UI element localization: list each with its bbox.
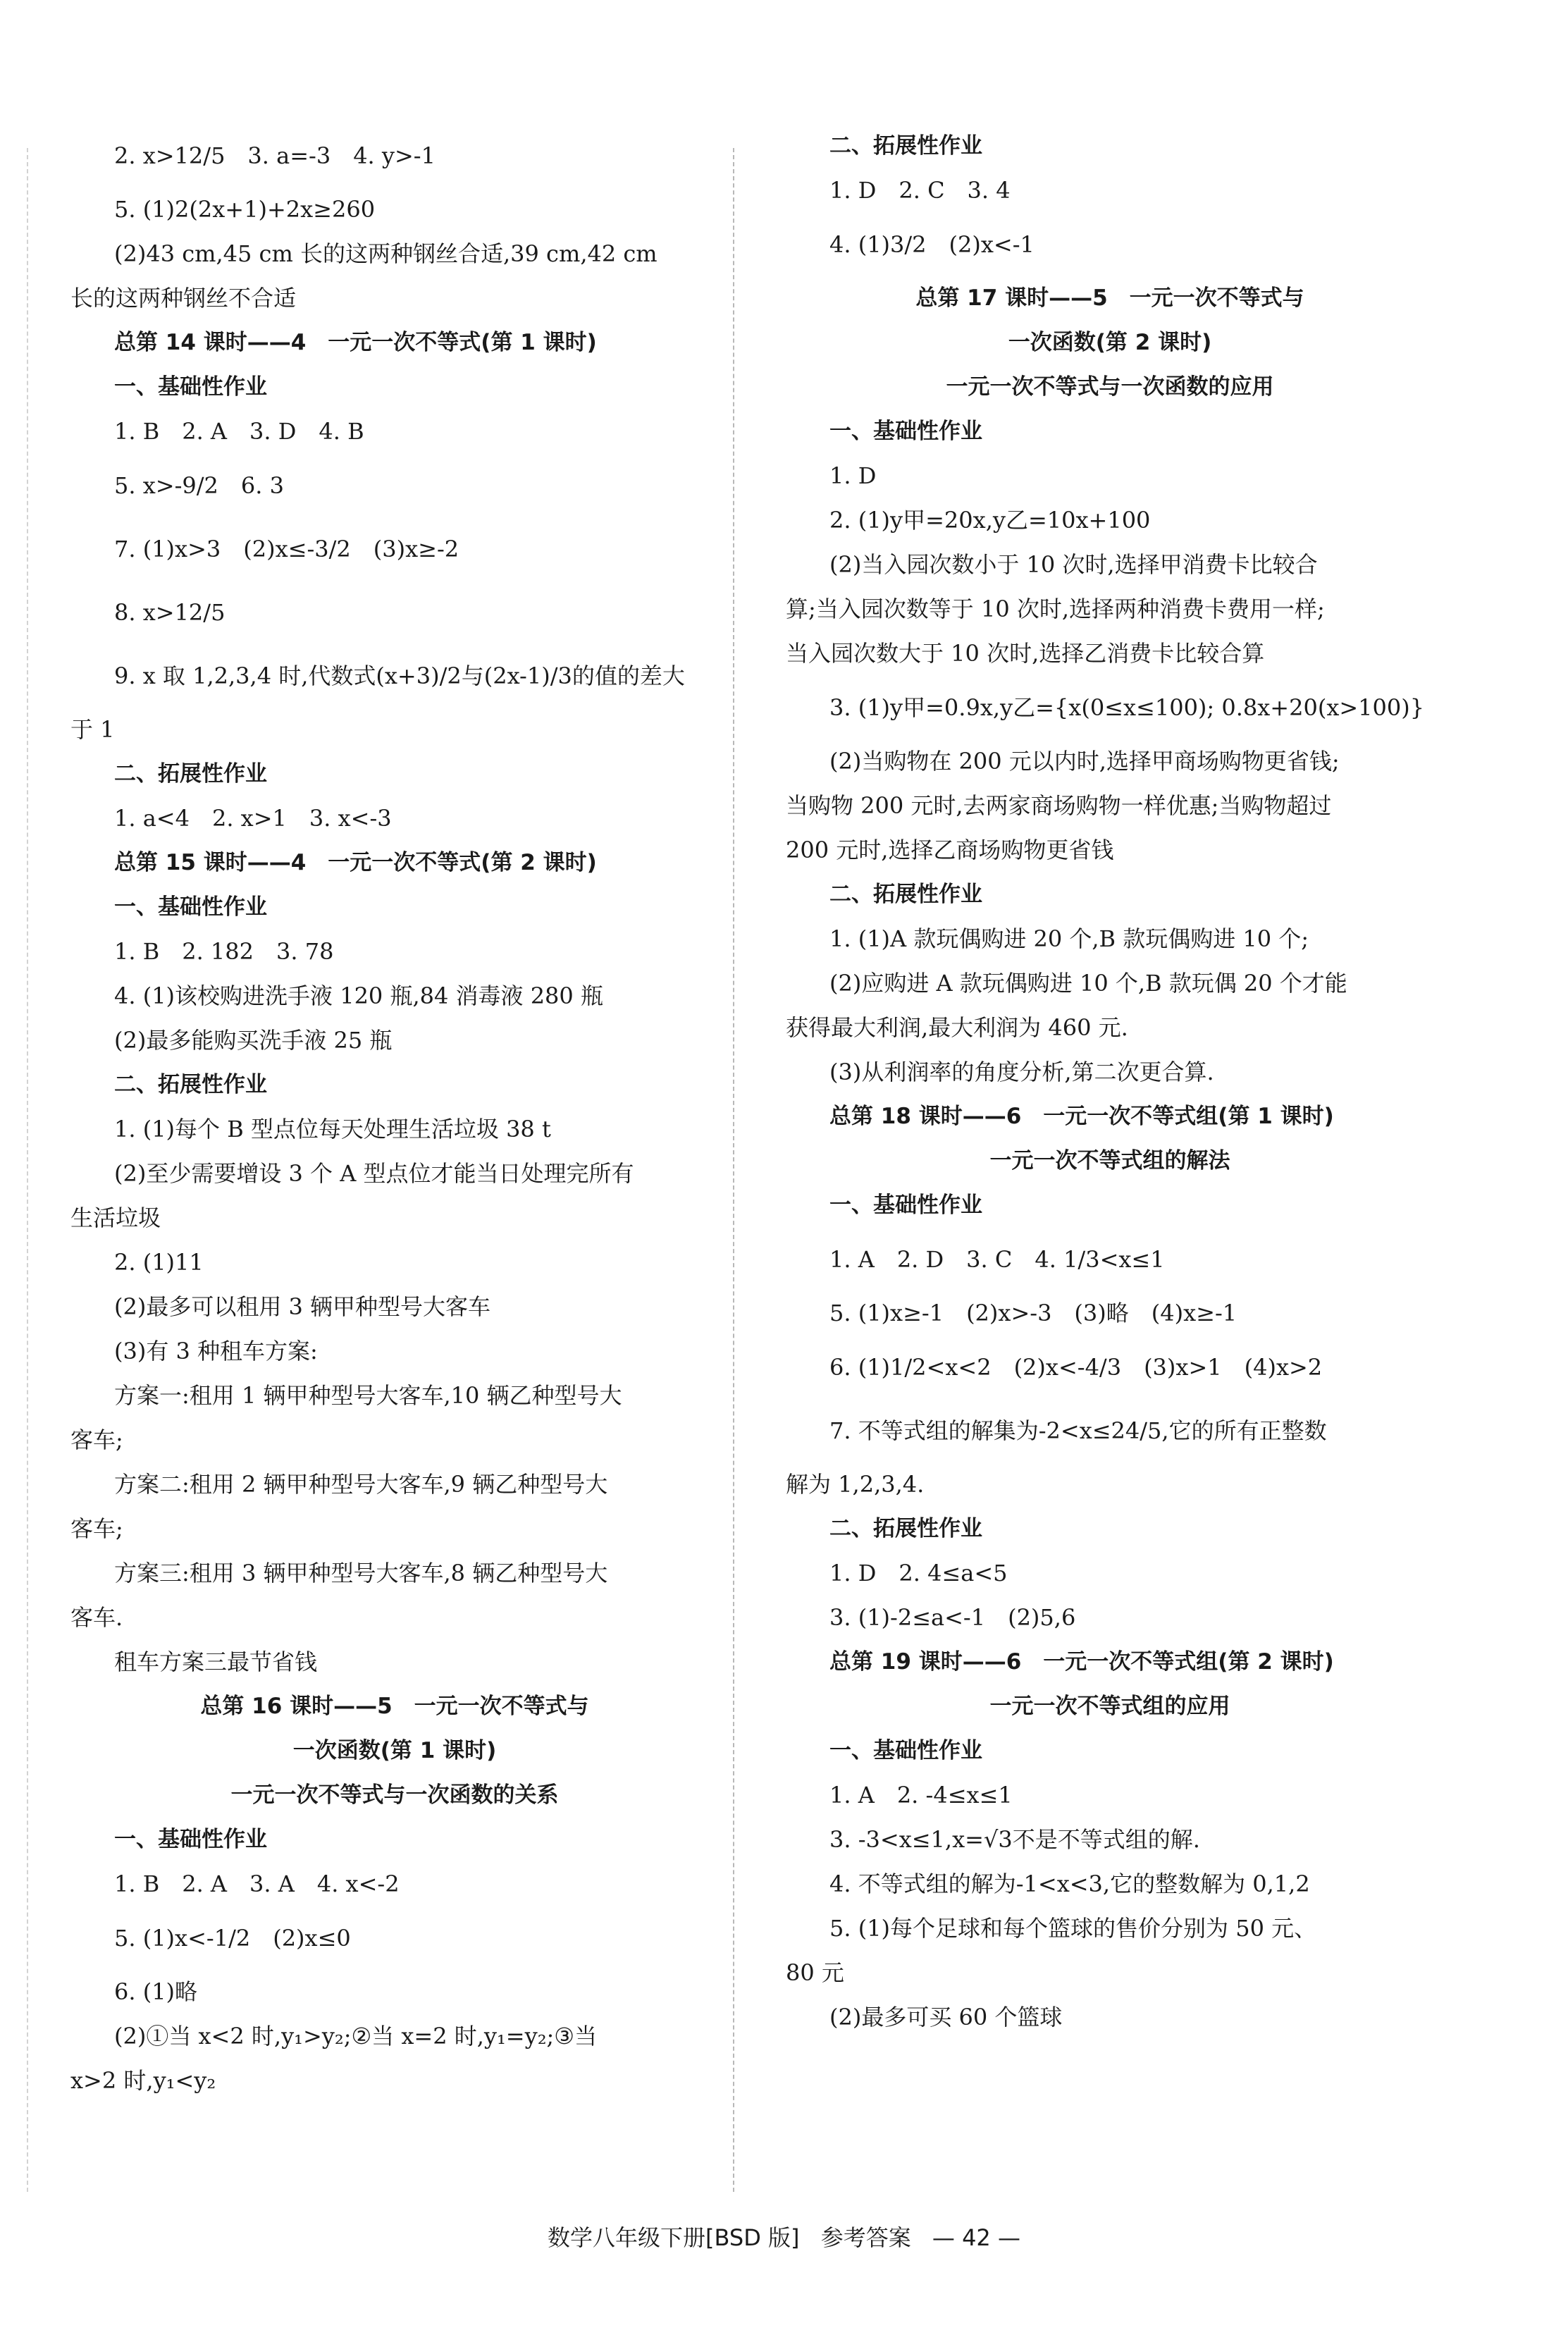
answer-line: 2. (1)11 xyxy=(114,1249,204,1276)
section-heading: 二、拓展性作业 xyxy=(114,761,267,787)
answer-line: 1. A 2. -4≤x≤1 xyxy=(829,1782,1013,1808)
answer-line: (2)最多可以租用 3 辆甲种型号大客车 xyxy=(114,1293,491,1320)
answer-line: 客车; xyxy=(70,1426,123,1453)
answer-line: 1. B 2. 182 3. 78 xyxy=(114,938,334,965)
answer-line: (2)①当 x<2 时,y₁>y₂;②当 x=2 时,y₁=y₂;③当 xyxy=(114,2023,597,2050)
answer-line: 1. B 2. A 3. A 4. x<-2 xyxy=(114,1870,400,1897)
answer-line: 1. D 2. 4≤a<5 xyxy=(829,1560,1008,1586)
column-divider xyxy=(733,148,734,2192)
answer-line: 3. -3<x≤1,x=√3不是不等式组的解. xyxy=(829,1826,1200,1853)
answer-line: 算;当入园次数等于 10 次时,选择两种消费卡费用一样; xyxy=(786,596,1325,622)
footer-book-title: 数学八年级下册[BSD 版] xyxy=(548,2224,800,2251)
answer-line: 1. B 2. A 3. D 4. B xyxy=(114,418,364,445)
section-heading: 总第 18 课时——6 一元一次不等式组(第 1 课时) xyxy=(829,1104,1334,1129)
section-heading: 一元一次不等式组的应用 xyxy=(989,1694,1230,1719)
answer-line: 7. 不等式组的解集为-2<x≤24/5,它的所有正整数 xyxy=(829,1417,1327,1444)
footer-section: 参考答案 xyxy=(820,2224,911,2251)
answer-line: 4. (1)3/2 (2)x<-1 xyxy=(829,231,1035,258)
section-heading: 一元一次不等式与一次函数的应用 xyxy=(946,374,1274,400)
answer-line: 当入园次数大于 10 次时,选择乙消费卡比较合算 xyxy=(786,640,1265,667)
answer-line: 生活垃圾 xyxy=(70,1204,161,1231)
section-heading: 一、基础性作业 xyxy=(829,1192,982,1218)
page-number: — 42 — xyxy=(932,2224,1020,2251)
section-heading: 一次函数(第 2 课时) xyxy=(1008,330,1212,355)
answer-line: 6. (1)1/2<x<2 (2)x<-4/3 (3)x>1 (4)x>2 xyxy=(829,1354,1323,1381)
answer-line: 客车; xyxy=(70,1515,123,1542)
page-footer xyxy=(0,2220,1568,2252)
answer-line: 80 元 xyxy=(786,1959,844,1986)
answer-line: (2)当入园次数小于 10 次时,选择甲消费卡比较合 xyxy=(829,551,1318,578)
answer-line: (2)当购物在 200 元以内时,选择甲商场购物更省钱; xyxy=(829,748,1340,775)
answer-line: 5. x>-9/2 6. 3 xyxy=(114,472,284,499)
answer-line: 1. (1)A 款玩偶购进 20 个,B 款玩偶购进 10 个; xyxy=(829,925,1309,952)
answer-line: 方案一:租用 1 辆甲种型号大客车,10 辆乙种型号大 xyxy=(114,1382,622,1409)
answer-line: 1. A 2. D 3. C 4. 1/3<x≤1 xyxy=(829,1246,1165,1273)
section-heading: 总第 14 课时——4 一元一次不等式(第 1 课时) xyxy=(114,330,597,355)
section-heading: 一、基础性作业 xyxy=(829,419,982,444)
answer-line: 1. D xyxy=(829,462,877,489)
answer-line: 7. (1)x>3 (2)x≤-3/2 (3)x≥-2 xyxy=(114,536,459,562)
margin-line xyxy=(27,148,28,2192)
answer-line: 5. (1)x≥-1 (2)x>-3 (3)略 (4)x≥-1 xyxy=(829,1300,1237,1326)
answer-line: (2)43 cm,45 cm 长的这两种钢丝合适,39 cm,42 cm xyxy=(114,240,658,267)
answer-line: 4. (1)该校购进洗手液 120 瓶,84 消毒液 280 瓶 xyxy=(114,982,603,1009)
section-heading: 一、基础性作业 xyxy=(114,894,267,920)
answer-line: 方案二:租用 2 辆甲种型号大客车,9 辆乙种型号大 xyxy=(114,1471,608,1498)
answer-line: 3. (1)y甲=0.9x,y乙={x(0≤x≤100); 0.8x+20(x>100)} xyxy=(829,694,1425,721)
section-heading: 一、基础性作业 xyxy=(114,374,267,400)
answer-line: 200 元时,选择乙商场购物更省钱 xyxy=(786,837,1114,863)
section-heading: 总第 15 课时——4 一元一次不等式(第 2 课时) xyxy=(114,850,597,875)
section-heading: 一次函数(第 1 课时) xyxy=(292,1738,497,1763)
answer-line: (3)从利润率的角度分析,第二次更合算. xyxy=(829,1059,1214,1085)
section-heading: 二、拓展性作业 xyxy=(114,1072,267,1097)
section-heading: 二、拓展性作业 xyxy=(829,1516,982,1541)
answer-line: (2)应购进 A 款玩偶购进 10 个,B 款玩偶 20 个才能 xyxy=(829,970,1347,997)
section-heading: 一、基础性作业 xyxy=(114,1827,267,1852)
section-heading: 二、拓展性作业 xyxy=(829,133,982,159)
answer-line: (3)有 3 种租车方案: xyxy=(114,1338,318,1364)
answer-line: 3. (1)-2≤a<-1 (2)5,6 xyxy=(829,1604,1076,1631)
answer-line: 1. a<4 2. x>1 3. x<-3 xyxy=(114,805,392,832)
answer-line: 长的这两种钢丝不合适 xyxy=(70,285,297,312)
section-heading: 总第 19 课时——6 一元一次不等式组(第 2 课时) xyxy=(829,1649,1334,1675)
answer-line: 1. D 2. C 3. 4 xyxy=(829,177,1011,204)
section-heading: 一元一次不等式与一次函数的关系 xyxy=(230,1782,559,1808)
answer-line: 5. (1)每个足球和每个篮球的售价分别为 50 元、 xyxy=(829,1915,1317,1942)
answer-line: 6. (1)略 xyxy=(114,1978,198,2005)
answer-line: 5. (1)x<-1/2 (2)x≤0 xyxy=(114,1925,351,1952)
answer-line: 8. x>12/5 xyxy=(114,599,226,626)
answer-line: 4. 不等式组的解为-1<x<3,它的整数解为 0,1,2 xyxy=(829,1870,1310,1897)
section-heading: 一、基础性作业 xyxy=(829,1738,982,1763)
answer-line: 方案三:租用 3 辆甲种型号大客车,8 辆乙种型号大 xyxy=(114,1560,608,1586)
right-column xyxy=(786,124,1434,2040)
answer-line: 客车. xyxy=(70,1604,123,1631)
answer-line: 5. (1)2(2x+1)+2x≥260 xyxy=(114,196,376,223)
section-heading: 总第 17 课时——5 一元一次不等式与 xyxy=(915,285,1304,311)
answer-line: (2)至少需要增设 3 个 A 型点位才能当日处理完所有 xyxy=(114,1160,634,1187)
answer-line: (2)最多可买 60 个篮球 xyxy=(829,2004,1063,2030)
answer-line: 解为 1,2,3,4. xyxy=(786,1471,925,1498)
answer-line: 1. (1)每个 B 型点位每天处理生活垃圾 38 t xyxy=(114,1116,551,1142)
section-heading: 二、拓展性作业 xyxy=(829,882,982,907)
answer-line: 2. x>12/5 3. a=-3 4. y>-1 xyxy=(114,142,436,169)
answer-line: 当购物 200 元时,去两家商场购物一样优惠;当购物超过 xyxy=(786,792,1332,819)
answer-line: 2. (1)y甲=20x,y乙=10x+100 xyxy=(829,507,1151,534)
answer-line: (2)最多能购买洗手液 25 瓶 xyxy=(114,1027,393,1054)
answer-line: 获得最大利润,最大利润为 460 元. xyxy=(786,1014,1128,1041)
answer-line: 租车方案三最节省钱 xyxy=(114,1648,318,1675)
answer-line: x>2 时,y₁<y₂ xyxy=(70,2067,216,2094)
answer-line: 于 1 xyxy=(70,716,115,743)
section-heading: 总第 16 课时——5 一元一次不等式与 xyxy=(200,1694,589,1719)
answer-line: 9. x 取 1,2,3,4 时,代数式(x+3)/2与(2x-1)/3的值的差大 xyxy=(114,662,685,689)
left-column xyxy=(70,124,719,2103)
section-heading: 一元一次不等式组的解法 xyxy=(989,1148,1230,1173)
